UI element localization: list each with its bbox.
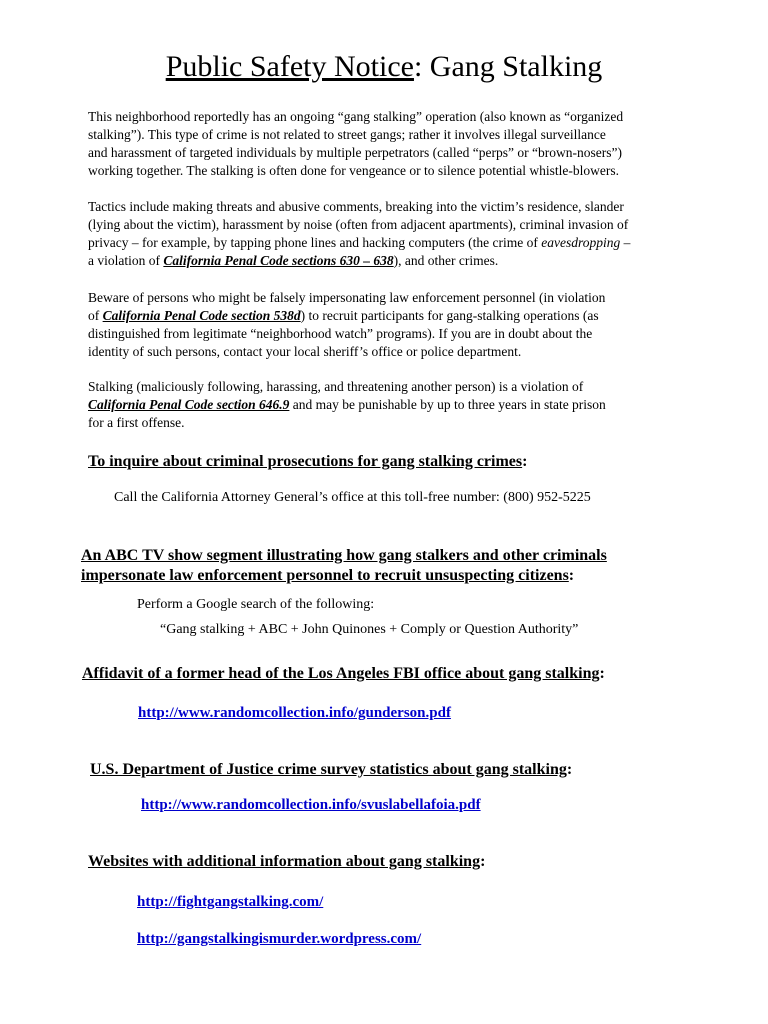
link-svuslabellafoia-pdf[interactable]: http://www.randomcollection.info/svuslabellafoia.pdf <box>141 797 481 813</box>
text-line: a violation of California Penal Code sections 630 – 638), and other crimes. <box>88 253 499 268</box>
paragraph-tactics <box>88 198 630 270</box>
text-line: distinguished from legitimate “neighborhood watch” programs). If you are in doubt about the <box>88 326 593 341</box>
section-heading-prosecutions: To inquire about criminal prosecutions for gang stalking crimes: <box>88 453 528 470</box>
text-line: working together. The stalking is often done for vengeance or to silence potential whistle-blowers. <box>88 163 619 178</box>
title-rest: : Gang Stalking <box>413 50 603 83</box>
section-heading-affidavit: Affidavit of a former head of the Los Angeles FBI office about gang stalking: <box>82 665 605 682</box>
text-line: and harassment of targeted individuals by multiple perpetrators (called “perps” or “brown-nosers”) <box>88 145 622 160</box>
text-line: Stalking (maliciously following, harassing, and threatening another person) is a violation of <box>88 379 584 394</box>
text-line: of California Penal Code section 538d) to recruit participants for gang-stalking operations (as <box>88 308 599 323</box>
section-heading-doj-statistics: U.S. Department of Justice crime survey statistics about gang stalking: <box>90 761 573 778</box>
section-heading-websites: Websites with additional information about gang stalking: <box>88 853 486 870</box>
eavesdropping-term: eavesdropping <box>541 235 621 250</box>
text-line: for a first offense. <box>88 415 185 430</box>
section-heading-abc-tv: An ABC TV show segment illustrating how gang stalkers and other criminals impersonate law enforcement personnel to recruit unsuspecting citizens: <box>81 547 607 584</box>
search-instruction: Perform a Google search of the following: <box>137 597 375 612</box>
text-line: Beware of persons who might be falsely impersonating law enforcement personnel (in violation <box>88 290 606 305</box>
text-line: This neighborhood reportedly has an ongoing “gang stalking” operation (also known as “organized <box>88 109 624 124</box>
paragraph-intro <box>88 108 623 180</box>
penal-code-citation: California Penal Code section 646.9 <box>88 397 290 412</box>
link-gunderson-pdf[interactable]: http://www.randomcollection.info/gunderson.pdf <box>138 705 451 721</box>
link-gangstalkingismurder[interactable]: http://gangstalkingismurder.wordpress.com/ <box>137 931 422 947</box>
text-line: California Penal Code section 646.9 and may be punishable by up to three years in state prison <box>88 397 606 412</box>
text-line: (lying about the victim), harassment by noise (often from adjacent apartments), criminal invasion of <box>88 217 629 232</box>
paragraph-stalking-law <box>88 378 606 432</box>
text-line: identity of such persons, contact your local sheriff’s office or police department. <box>88 344 522 359</box>
paragraph-impersonation <box>88 289 605 361</box>
page-title <box>0 48 768 86</box>
search-query: “Gang stalking + ABC + John Quinones + Comply or Question Authority” <box>160 622 579 637</box>
text-line: Tactics include making threats and abusive comments, breaking into the victim’s residence, slander <box>88 199 624 214</box>
penal-code-citation: California Penal Code section 538d <box>102 308 301 323</box>
text-line: privacy – for example, by tapping phone lines and hacking computers (the crime of eavesdropping – <box>88 235 631 250</box>
title-underlined: Public Safety Notice <box>165 50 414 83</box>
link-fightgangstalking[interactable]: http://fightgangstalking.com/ <box>137 894 324 910</box>
penal-code-citation: California Penal Code sections 630 – 638 <box>163 253 394 268</box>
attorney-general-phone: Call the California Attorney General’s office at this toll-free number: (800) 952-5225 <box>114 490 591 505</box>
text-line: stalking”). This type of crime is not related to street gangs; rather it involves illegal surveillance <box>88 127 606 142</box>
